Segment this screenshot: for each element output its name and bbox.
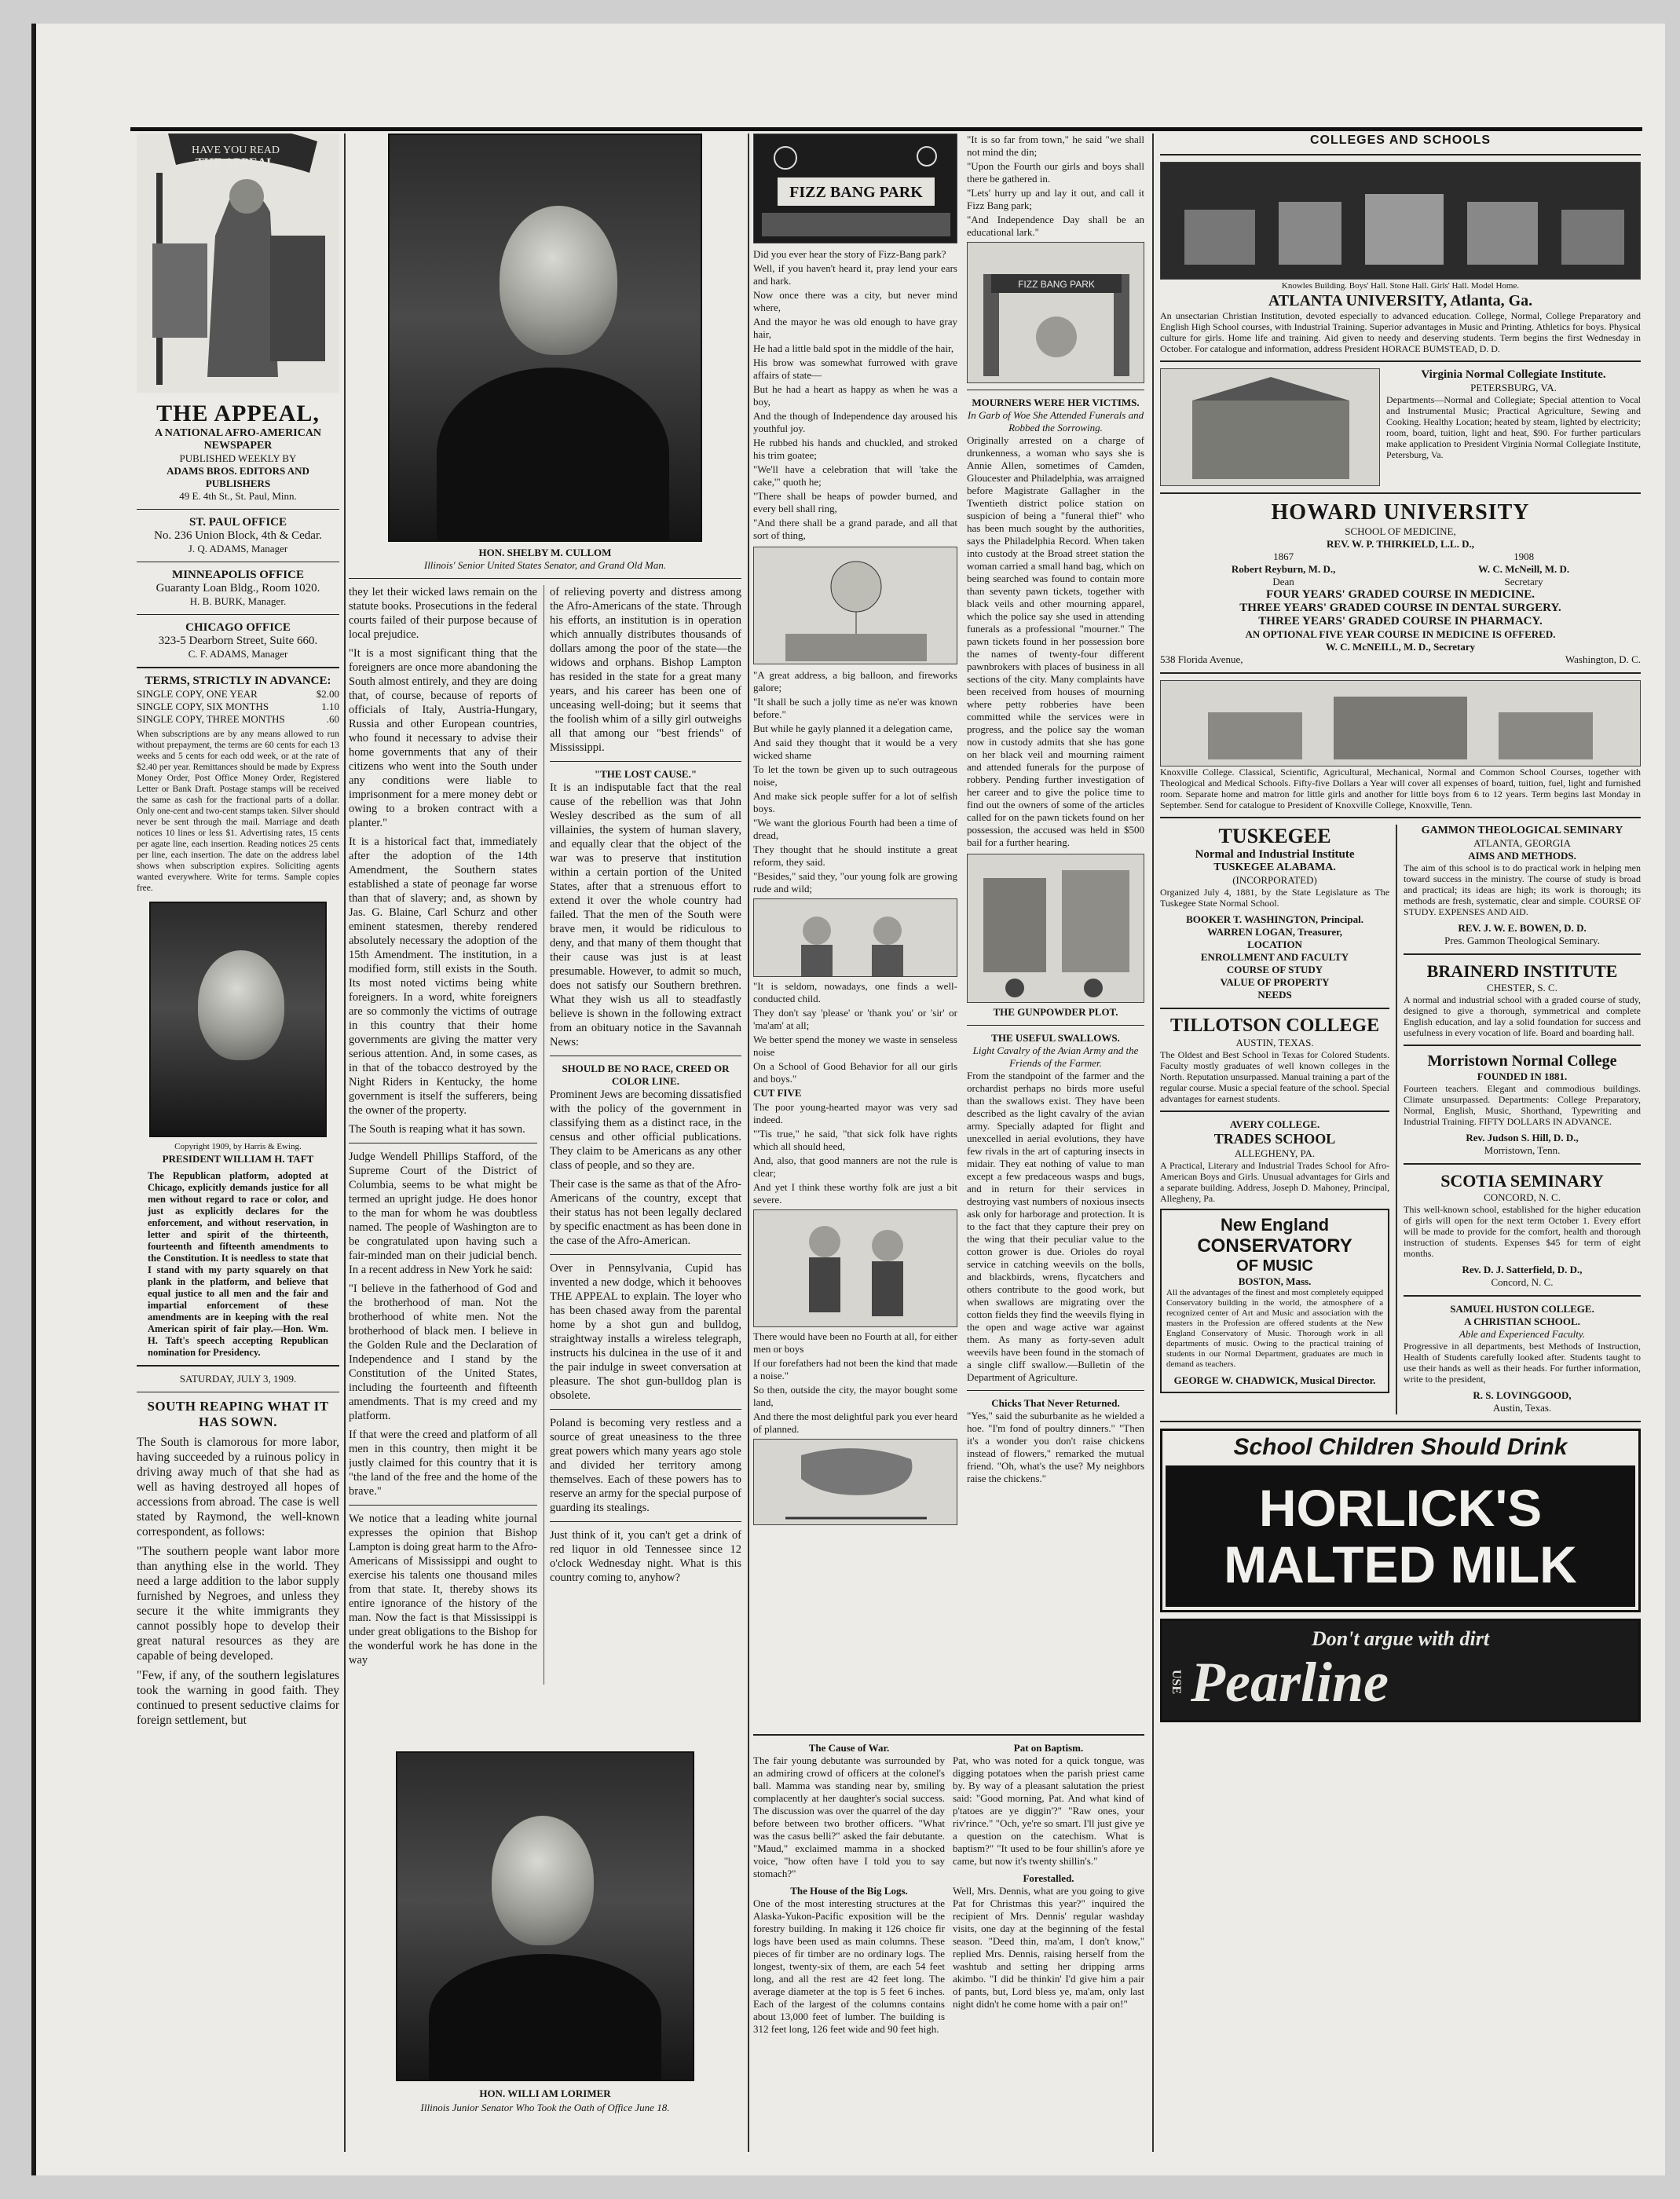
tuskegee-name: TUSKEGEE bbox=[1218, 825, 1331, 847]
poem-line: We better spend the money we waste in senseless noise bbox=[753, 1034, 957, 1058]
editorial-text: of relieving poverty and distress among the Afro-Americans of the state. Through his efforts, an institution is in operation which annually distributes thousands of dollars among the poor of the state—the widows and orphans. Bishop Lampton has resided in the state for a great many years, and his career has been one of unceasing well-doing; but it seems that the foolish whim of a silly girl outweighs all that among our "best friends" of Mississippi. bbox=[550, 586, 741, 754]
cullom-face bbox=[500, 206, 617, 355]
terms-row bbox=[137, 688, 339, 701]
horlicks-name-1: HORLICK'S bbox=[1258, 1479, 1543, 1537]
poem-line: CUT FIVE bbox=[753, 1087, 802, 1099]
no-race-text: Just think of it, you can't get a drink of red liquor in old Tennessee since 12 o'clock Wednesday night. What is this country coming to, anyhow? bbox=[550, 1529, 741, 1584]
howard-officers bbox=[1160, 551, 1641, 588]
schools-two-column bbox=[1160, 825, 1641, 1414]
tuskegee-section: COURSE OF STUDY bbox=[1226, 964, 1323, 975]
st-paul-office-address: No. 236 Union Block, 4th & Cedar. bbox=[154, 529, 322, 542]
terms-row bbox=[137, 713, 339, 726]
editorial-text: "It is a most significant thing that the foreigners are once more abandoning the South almost entirely, and they are doing that, of course, because of reports of officials of Italy, Austria-Hungary, Russia and other European countries, who found it necessary to advise their home governments that any of their citizens who went into the South under any conditions were liable to imprisonment for a mere money debt or owing to a broken contract with a planter." bbox=[349, 647, 537, 829]
terms-label: SINGLE COPY, ONE YEAR bbox=[137, 688, 258, 700]
platform-quote: The Republican platform, adopted at Chicago, explicitly demands justice for all men without regard to race or color, and just as explicitly declares for the enforcement, and without reservation, in letter and spirit of the thirteenth, fourteenth and fifteenth amendments to the Constitution. It is needless to state that I stand with my party squarely on that plank in the platform, and believe that equal justice to all men and the fair and impartial enforcement of these amendments are in keeping with the real American spirit of fair play.—Hon. Wm. H. Taft's speech accepting Republican nomination for Presidency. bbox=[148, 1170, 328, 1358]
editorial-paragraph: The South is clamorous for more labor, having succeeded by a ruinous policy in driving away much of that she had as well as having destroyed all hopes of accessions from abroad. The case is well stated by Raymond, the well-known correspondent, as follows: bbox=[137, 1436, 339, 1539]
nec-ad bbox=[1160, 1209, 1389, 1393]
poem-line: "And Independence Day shall be an educational lark." bbox=[967, 214, 1144, 238]
poem-line: There would have been no Fourth at all, for either men or boys bbox=[753, 1330, 957, 1355]
masthead-column bbox=[137, 134, 339, 2152]
nec-line-1: New England bbox=[1220, 1215, 1330, 1235]
fizz-bang-banner-art bbox=[754, 134, 957, 243]
banner-text-2: THE APPEAL bbox=[196, 156, 275, 170]
terms-row bbox=[137, 701, 339, 713]
editorial-text: they let their wicked laws remain on the statute books. Prosecutions in the federal courts failed of their purpose because of local prejudice. bbox=[349, 586, 537, 641]
column-rule bbox=[344, 134, 346, 2152]
taft-photo-credit: Copyright 1909, by Harris & Ewing. bbox=[174, 1142, 302, 1151]
editorial-left bbox=[349, 585, 537, 1672]
poem-line: If our forefathers had not been the kind that made a noise." bbox=[753, 1357, 957, 1381]
poem-line: "We want the glorious Fourth had been a time of dread, bbox=[753, 817, 957, 841]
poem-line: To let the town be given up to such outrageous noise, bbox=[753, 763, 957, 788]
avery-text: A Practical, Literary and Industrial Trades School for Afro-American Boys and Girls. Unusual advantages for Girls and a separate building. Address, Joseph D. Mahoney, Principal, Allegheny, Pa. bbox=[1160, 1160, 1390, 1204]
poem-line: They don't say 'please' or 'thank you' or 'sir' or 'ma'am' at all; bbox=[753, 1007, 957, 1031]
lorimer-portrait bbox=[396, 1751, 694, 2081]
poem-line: "It is seldom, nowadays, one finds a well-conducted child. bbox=[753, 980, 957, 1004]
editorial-column bbox=[349, 134, 741, 2152]
editorial-text: We notice that a leading white journal expresses the opinion that Bishop Lampton is doing great harm to the Afro-Americans of Mississippi and ought to exercise his talents one thousand miles from that state. It, thereby shows its entire ignorance of the history of the man. Now the fact is that Mississippi is under great obligations to the Bishop for the wonderful work he has done in the way bbox=[349, 1513, 537, 1667]
balloon-illustration bbox=[753, 547, 957, 664]
howard-officer: Robert Reyburn, M. D., bbox=[1231, 563, 1336, 575]
taft-face bbox=[198, 950, 284, 1060]
cullom-coat bbox=[437, 368, 669, 540]
howard-name: HOWARD UNIVERSITY bbox=[1271, 500, 1530, 525]
banner-text-1: HAVE YOU READ bbox=[192, 145, 280, 156]
gammon-city: ATLANTA, GEORGIA bbox=[1473, 837, 1571, 849]
park-sign-text: FIZZ BANG PARK bbox=[1018, 279, 1095, 290]
schools-right bbox=[1404, 825, 1641, 1414]
poem-line: And said they thought that it would be a very wicked shame bbox=[753, 737, 957, 761]
no-race-text: Poland is becoming very restless and a source of great uneasiness to the three great powers which many years ago stole and divided her territory among themselves. Each of these powers has to reserve an army for the special purpose of guarding its stealings. bbox=[550, 1417, 741, 1514]
fizz-bang-banner bbox=[753, 134, 957, 243]
lorimer-face bbox=[492, 1816, 594, 1945]
poem-line: And, also, that good manners are not the rule is clear; bbox=[753, 1154, 957, 1179]
taft-caption: PRESIDENT WILLIAM H. TAFT bbox=[162, 1153, 314, 1165]
taft-portrait bbox=[149, 902, 327, 1137]
howard-city: Washington, D. C. bbox=[1565, 653, 1641, 665]
poem-line: And the mayor he was old enough to have gray hair, bbox=[753, 316, 957, 340]
fizz-bang-banner-text: FIZZ BANG PARK bbox=[789, 184, 923, 201]
schools-left bbox=[1160, 825, 1389, 1414]
knoxville-text: Knoxville College. Classical, Scientific, Agricultural, Mechanical, Normal and Common School Courses, together with Theological and Medical Schools. Fifty-five Dollars a Year will cover all expenses of board, tuition, fuel, light and furnished room. Separate home and matron for little girls and another for little boys from 6 to 12 years. Term begins last Monday in September. Send for catalogue to President of Knoxville College, Knoxville, Tenn. bbox=[1160, 767, 1641, 810]
tuskegee-city: TUSKEGEE ALABAMA. bbox=[1213, 862, 1336, 873]
tuskegee-incorporated: (INCORPORATED) bbox=[1232, 874, 1317, 886]
chicago-office-address: 323-5 Dearborn Street, Suite 660. bbox=[158, 635, 318, 647]
brainerd-text: A normal and industrial school with a graded course of study, designed to give a thorough, symmetrical and complete English education, and lay a solid foundation for success and usefulness in every vocation of life. Board and boarding hall. bbox=[1404, 994, 1641, 1038]
poem-line: And the though of Independence day aroused his youthful joy. bbox=[753, 410, 957, 434]
atlanta-text: An unsectarian Christian Institution, devoted especially to advanced education. College, Normal, College Preparatory and English High School courses, with Industrial Training. Superior advantages in Music and Printing. Athletics for boys. Physical culture for girls. Home life and training. Aid given to needy and deserving students. Term begins the first Wednesday in October. For catalogue and information, address President HORACE BUMSTEAD, D. D. bbox=[1160, 310, 1641, 354]
horlicks-headline: School Children Should Drink bbox=[1233, 1434, 1568, 1460]
big-logs-text: One of the most interesting structures at the Alaska-Yukon-Pacific exposition will be the forestry building. In making it 126 choice fir logs have been used as main columns. These pieces of fir timber are no ordinary logs. The longest, twenty-six of them, are each 54 feet long, and all the rest are 42 feet long. The average diameter at the top is 5 feet 6 inches. Each of the largest of the columns contains about 13,000 feet of lumber. The building is 312 feet long, 126 feet wide and 90 feet high. bbox=[753, 1897, 945, 2035]
poem-line: "A great address, a big balloon, and fireworks galore; bbox=[753, 669, 957, 693]
scotia-city: CONCORD, N. C. bbox=[1484, 1191, 1561, 1203]
poem-line: He rubbed his hands and chuckled, and stroked his trim goatee; bbox=[753, 437, 957, 461]
fireworks-illustration bbox=[753, 1439, 957, 1525]
cullom-caption: HON. SHELBY M. CULLOM bbox=[478, 547, 612, 558]
chicago-office-manager: C. F. ADAMS, Manager bbox=[188, 648, 288, 660]
poem-line: "And there shall be a grand parade, and all that sort of thing, bbox=[753, 517, 957, 541]
tuskegee-section: NEEDS bbox=[1257, 989, 1292, 1001]
poem-line: Now once there was a city, but never mind where, bbox=[753, 289, 957, 313]
brainerd-name: BRAINERD INSTITUTE bbox=[1426, 961, 1618, 981]
poem-line: On a School of Good Behavior for all our girls and boys." bbox=[753, 1060, 957, 1085]
vnc-name: Virginia Normal Collegiate Institute. bbox=[1421, 368, 1606, 381]
howard-school: SCHOOL OF MEDICINE, bbox=[1345, 525, 1456, 537]
cause-war-headline: The Cause of War. bbox=[808, 1742, 890, 1754]
editorial-subcolumns bbox=[349, 585, 741, 1685]
avery-city: ALLEGHENY, PA. bbox=[1234, 1147, 1316, 1159]
minneapolis-office-manager: H. B. BURK, Manager. bbox=[189, 595, 287, 607]
poem-line: "There shall be heaps of powder burned, and every bell shall ring, bbox=[753, 490, 957, 514]
minneapolis-office-head: MINNEAPOLIS OFFICE bbox=[172, 569, 304, 581]
gammon-name: GAMMON THEOLOGICAL SEMINARY bbox=[1421, 825, 1623, 836]
column-rule bbox=[748, 134, 749, 2152]
colleges-and-schools bbox=[1160, 134, 1641, 1729]
editorial-right bbox=[550, 585, 741, 1590]
terms-price: $2.00 bbox=[316, 688, 339, 700]
mourners-headline: MOURNERS WERE HER VICTIMS. bbox=[972, 397, 1140, 408]
atlanta-name: ATLANTA UNIVERSITY, Atlanta, Ga. bbox=[1268, 292, 1533, 309]
terms-label: SINGLE COPY, THREE MONTHS bbox=[137, 713, 285, 725]
mourners-subhead: In Garb of Woe She Attended Funerals and Robbed the Sorrowing. bbox=[967, 409, 1144, 434]
mayor-illustration bbox=[753, 1209, 957, 1327]
cause-war-text: The fair young debutante was surrounded by an admiring crowd of officers at the colonel's ball. Mamma was standing near by, smiling complacently at her daughter's social success. The discussion was over the quarrel of the day before between two brother officers. "What was the casus belli?" asked the fair debutante. "Maud," exclaimed mamma in a shocked voice, "how often have I told you to say stomach?" bbox=[753, 1754, 945, 1879]
terms-price: .60 bbox=[326, 713, 339, 725]
top-rule bbox=[130, 127, 1642, 131]
poem-line: "We'll have a celebration that will 'take the cake,'" quoth he; bbox=[753, 463, 957, 488]
editorial-text: The South is reaping what it has sown. bbox=[349, 1123, 525, 1136]
editorial-paragraph: "The southern people want labor more than anything else in the world. They need a large addition to the labor supply furnished by Negroes, and unless they secure it the white immigrants they cannot possibly hope to develop their great natural resources as they are capable of being developed. bbox=[137, 1545, 339, 1663]
poem-line: And yet I think these worthy folk are just a bit severe. bbox=[753, 1181, 957, 1206]
no-race-text: Over in Pennsylvania, Cupid has invented a new dodge, which it behooves THE APPEAL to explain. The loyer who has been chased away from the parental home by a shot gun and bulldog, straightway installs a wireless telegraph, instructs his dulcinea in the use of it and the pair indulge in sweet conversation at pleasure. The shot gun-bulldog plan is obsolete. bbox=[550, 1262, 741, 1402]
brainerd-city: CHESTER, S. C. bbox=[1487, 982, 1557, 993]
misc-right bbox=[953, 1742, 1144, 2040]
lorimer-coat bbox=[429, 1954, 661, 2080]
poem-line: "Besides," said they, "our young folk are growing rude and wild; bbox=[753, 870, 957, 895]
paper-tagline: A NATIONAL AFRO-AMERICAN NEWSPAPER bbox=[154, 427, 322, 452]
publisher-address: 49 E. 4th St., St. Paul, Minn. bbox=[179, 490, 297, 502]
editorial-text: If that were the creed and platform of all men in this country, then might it be justly claimed for this country that it is "the land of the free and the home of the brave." bbox=[349, 1429, 537, 1498]
poem-line: "It shall be such a jolly time as ne'er was known before." bbox=[753, 696, 957, 720]
scotia-text: This well-known school, established for the higher education of girls will open for the next term October 1. Every effort will be made to provide for the comfort, health and thorough instruction of students. Expenses $45 for term of eight months. bbox=[1404, 1204, 1641, 1259]
misc-strip bbox=[753, 1728, 1144, 2040]
scotia-place: Concord, N. C. bbox=[1491, 1276, 1554, 1288]
howard-year: 1908 bbox=[1513, 551, 1535, 562]
forestalled-text: Well, Mrs. Dennis, what are you going to give Pat for Christmas this year?" inquired the recipient of Mrs. Dennis' regular washday visits, one day at the beginning of the festal season. "Deed thin, ma'am, I don't know," replied Mrs. Dennis, raising herself from the washtub and setting her dripping arms akimbo. "I did be thinkin' I'd give him a pair of pants, but, Lord bless ye, ma'am, only last night didn't he come home with a pair on!" bbox=[953, 1885, 1144, 2010]
misc-left bbox=[753, 1742, 945, 2040]
editorial-headline: SOUTH REAPING WHAT IT HAS SOWN. bbox=[147, 1399, 329, 1429]
avery-name: AVERY COLLEGE. bbox=[1229, 1118, 1320, 1130]
gammon-aims: AIMS AND METHODS. bbox=[1468, 850, 1576, 862]
morristown-signed: Rev. Judson S. Hill, D. D., bbox=[1466, 1132, 1579, 1143]
features-column bbox=[753, 134, 1641, 2152]
nec-city: BOSTON, Mass. bbox=[1238, 1275, 1312, 1287]
morristown-founded: FOUNDED IN 1881. bbox=[1477, 1070, 1568, 1082]
howard-dean-line: REV. W. P. THIRKIELD, L.L. D., bbox=[1327, 538, 1474, 550]
st-paul-office-head: ST. PAUL OFFICE bbox=[188, 516, 287, 529]
huston-name: SAMUEL HUSTON COLLEGE. bbox=[1450, 1303, 1594, 1315]
horlicks-name-2: MALTED MILK bbox=[1224, 1535, 1577, 1593]
howard-course: THREE YEARS' GRADED COURSE IN PHARMACY. bbox=[1258, 615, 1543, 628]
dateline: SATURDAY, JULY 3, 1909. bbox=[179, 1373, 297, 1385]
fizz-poem-stanza bbox=[753, 248, 957, 542]
atlanta-caption: Knowles Building. Boys' Hall. Stone Hall. Girls' Hall. Model Home. bbox=[1281, 281, 1520, 291]
tillotson-name: TILLOTSON COLLEGE bbox=[1169, 1015, 1380, 1036]
tuskegee-principal: BOOKER T. WASHINGTON, Principal. bbox=[1186, 913, 1363, 925]
minneapolis-office-address: Guaranty Loan Bldg., Room 1020. bbox=[156, 582, 320, 595]
tillotson-text: The Oldest and Best School in Texas for Colored Students. Faculty mostly graduates of well known colleges in the North. Reputation unsurpassed. Manual training a part of the regular course. Music a special feature of the school. Special advantages for earnest students. bbox=[1160, 1049, 1390, 1104]
nec-line-2: CONSERVATORY bbox=[1197, 1235, 1352, 1257]
howard-officer: W. C. McNeill, M. D. bbox=[1478, 563, 1570, 575]
howard-year: 1867 bbox=[1273, 551, 1294, 562]
howard-address-row bbox=[1160, 653, 1641, 666]
no-race-text: Their case is the same as that of the Afro-Americans of the country, except that their status has not been legally declared by specific enactment as has been done in the case of the Afro-American. bbox=[550, 1178, 741, 1247]
lorimer-caption: HON. WILLI AM LORIMER bbox=[479, 2087, 611, 2099]
tuskegee-text: Organized July 4, 1881, by the State Legislature as The Tuskegee State Normal School. bbox=[1160, 887, 1390, 909]
gunpowder-caption: THE GUNPOWDER PLOT. bbox=[993, 1006, 1118, 1018]
horlicks-panel bbox=[1166, 1465, 1635, 1607]
poem-line: They thought that he should institute a great reform, they said. bbox=[753, 843, 957, 868]
terms-body: When subscriptions are by any means allowed to run without prepayment, the terms are 60 cents for each 13 weeks and 5 cents for each odd week, or at the rate of $2.40 per year. Remittances should be made by Express Money Order, Post Office Money Order, Registered Letter or Bank Draft. Postage stamps will be received the same as cash for the fractional parts of a dollar. Only one-cent and two-cent stamps taken. Silver should never be sent through the mail. Marriage and death notices 10 lines or less $1. Advertising rates, 15 cents per agate line, each insertion. Reading notices 25 cents per line, each insertion. The date on the address label shows when subscription expires. Soliciting agents wanted everywhere. Write for terms. Sample copies free. bbox=[137, 730, 339, 893]
howard-address: 538 Florida Avenue, bbox=[1160, 653, 1243, 665]
howard-secretary: W. C. McNEILL, M. D., Secretary bbox=[1325, 641, 1476, 653]
gammon-pres: Pres. Gammon Theological Seminary. bbox=[1444, 935, 1600, 946]
terms-head: TERMS, STRICTLY IN ADVANCE: bbox=[145, 675, 331, 687]
terms-label: SINGLE COPY, SIX MONTHS bbox=[137, 701, 269, 712]
howard-course: FOUR YEARS' GRADED COURSE IN MEDICINE. bbox=[1266, 588, 1535, 601]
misc-strip-columns bbox=[753, 1742, 1144, 2040]
pearline-ad bbox=[1160, 1619, 1641, 1722]
tuskegee-subtitle: Normal and Industrial Institute bbox=[1195, 848, 1355, 861]
park-gate-illustration bbox=[967, 242, 1144, 383]
poem-line: But he had a heart as happy as when he was a boy, bbox=[753, 383, 957, 408]
huston-subtitle: A CHRISTIAN SCHOOL. bbox=[1464, 1315, 1580, 1327]
published-by: PUBLISHED WEEKLY BY bbox=[179, 452, 297, 464]
poem-line: And there the most delightful park you ever heard of planned. bbox=[753, 1411, 957, 1435]
vnc-building bbox=[1160, 368, 1380, 486]
no-race-headline: SHOULD BE NO RACE, CREED OR COLOR LINE. bbox=[562, 1063, 730, 1087]
lorimer-subcaption: Illinois Junior Senator Who Took the Oath of Office June 18. bbox=[420, 2102, 670, 2113]
howard-officer-title: Secretary bbox=[1504, 576, 1543, 587]
terms-list bbox=[137, 688, 339, 726]
editorial-paragraph: "Few, if any, of the southern legislatures took the warning in good faith. They continued to present seductive claims for foreign settlement, but bbox=[137, 1669, 339, 1727]
huston-place: Austin, Texas. bbox=[1492, 1402, 1552, 1414]
swallows-headline: THE USEFUL SWALLOWS. bbox=[991, 1032, 1120, 1044]
poem-line: "It is so far from town," he said "we shall not mind the din; bbox=[967, 134, 1144, 158]
chicks-text: "Yes," said the suburbanite as he wielded a hoe. "I'm fond of poultry dinners." "Then it's a wonder you don't raise chickens instead of flowers," remarked the mutual friend. "Oh, what's the use? My neighbors raise the chickens." bbox=[967, 1410, 1144, 1484]
chicks-headline: Chicks That Never Returned. bbox=[991, 1397, 1120, 1409]
poem-line: "Upon the Fourth our girls and boys shall there be gathered in. bbox=[967, 160, 1144, 185]
appeal-logo-drawing bbox=[137, 134, 339, 393]
baptism-headline: Pat on Baptism. bbox=[1013, 1742, 1084, 1754]
swallows-text: From the standpoint of the farmer and the orchardist perhaps no birds more useful than the swallows exist. They have been described as the light cavalry of the avian army. Specially adapted for flight and unexcelled in aerial evolutions, they have few rivals in the art of capturing insects in midair. They eat nothing of value to man except a few predaceous wasps and bugs, and in return for their services in destroying vast numbers of noxious insects ask only for harborage and protection. It is to the fact that they capture their prey on the wing that their peculiar value to the cotton grower is due. Orioles do royal service in catching weevils on the bolls, and blackbirds, wrens, flycatchers and others contribute to the good work, but when swallows are migrating over the cotton fields they find the weevils flying in the open and wage active war against them. As many as forty-seven adult weevils have been found in the stomach of a single cliff swallow.—Bulletin of the Department of Agriculture. bbox=[967, 1070, 1144, 1383]
editorial-text: It is a historical fact that, immediately after the adoption of the 14th Amendment, the Southern states established a state of peonage far worse than that of slavery; and, as shown by Jas. G. Blaine, Carl Schurz and other eminent statesmen, thereby rendered absolutely necessary the adoption of the 15th Amendment. The institution, in a modified form, still exists in the South. Its most noted victims being white foreigners. In a word, white foreigners are so commonly the victims of outrage in this country that their home governments are giving the matter very serious attention. And, in some cases, as in that of the tobacco destroyed by the Night Riders in Kentucky, the home government is itself the sufferers, being the owner of the property. bbox=[349, 836, 537, 1117]
cullom-portrait bbox=[388, 134, 702, 542]
scotia-signed: Rev. D. J. Satterfield, D. D., bbox=[1462, 1264, 1583, 1275]
publishers: ADAMS BROS. EDITORS AND PUBLISHERS bbox=[167, 465, 309, 489]
poem-line: And make sick people suffer for a lot of selfish boys. bbox=[753, 790, 957, 814]
poem-line: Well, if you haven't heard it, pray lend your ears and hark. bbox=[753, 262, 957, 287]
terms-price: 1.10 bbox=[321, 701, 339, 712]
howard-officer-title: Dean bbox=[1272, 576, 1294, 587]
pearline-headline: Don't argue with dirt bbox=[1311, 1627, 1490, 1650]
tuskegee-section: VALUE OF PROPERTY bbox=[1220, 976, 1330, 988]
appeal-logo bbox=[137, 134, 339, 393]
pearline-use: USE bbox=[1169, 1670, 1183, 1695]
avery-subtitle: TRADES SCHOOL bbox=[1213, 1131, 1336, 1147]
mourners-column bbox=[967, 134, 1144, 1490]
tuskegee-section: ENROLLMENT AND FACULTY bbox=[1200, 951, 1349, 963]
schools-header: COLLEGES AND SCHOOLS bbox=[1309, 134, 1492, 147]
no-race-text: Prominent Jews are becoming dissatisfied with the policy of the government in classifying them as a distinct race, in the census and other official publications. They claim to be Americans as any other class of people, and so they are. bbox=[550, 1089, 741, 1172]
howard-course: AN OPTIONAL FIVE YEAR COURSE IN MEDICINE IS OFFERED. bbox=[1245, 628, 1556, 640]
poem-line: "Lets' hurry up and lay it out, and call it Fizz Bang park; bbox=[967, 187, 1144, 211]
morristown-name: Morristown Normal College bbox=[1427, 1052, 1617, 1070]
tuskegee-section: LOCATION bbox=[1247, 939, 1302, 950]
swallows-subhead: Light Cavalry of the Avian Army and the Friends of the Farmer. bbox=[972, 1045, 1139, 1069]
huston-signed: R. S. LOVINGGOOD, bbox=[1473, 1389, 1572, 1401]
fizz-bang-poem bbox=[753, 134, 957, 1528]
poem-line: The poor young-hearted mayor was very sad indeed. bbox=[753, 1101, 957, 1125]
baptism-text: Pat, who was noted for a quick tongue, was digging potatoes when the parish priest came by. By way of a pleasant salutation the priest said: "Good morning, Pat. And what kind of p'tatoes are ye diggin'?" "Raw ones, your riv'rince." "Och, ye're so smart. I'll just give ye a question on the catechism. What is baptism?" "It used to be four shillin's afore ye came, but now it's twenty shillin's." bbox=[953, 1754, 1144, 1867]
lost-cause-text: It is an indisputable fact that the real cause of the rebellion was that John Wesley described as the sum of all villainies, the system of human slavery, and equally clear that the object of the war was to preserve that institution within a certain portion of the United States, after that a strenuous effort to extend it over the whole country had failed. That the men of the South were brave men, it would be ridiculous to deny, and that many of them thought that their cause was just is at least presumable. However, to admit so much, does not satisfy our Southern brethren. What they wish us all to steadfastly believe is shown in the following extract from an obituary notice in the Savannah News: bbox=[550, 781, 741, 1048]
editorial-text: Judge Wendell Phillips Stafford, of the Supreme Court of the District of Columbia, seems to be what might be termed an upright judge. He does honor to the man for whom he was doubtless named. The people of Washington are to be congratulated upon having such a fair-minded man on their judicial bench. In a recent address in New York he said: bbox=[349, 1151, 537, 1276]
morristown-city: Morristown, Tenn. bbox=[1484, 1144, 1561, 1156]
tuskegee-treasurer: WARREN LOGAN, Treasurer, bbox=[1207, 926, 1342, 938]
horlicks-ad bbox=[1160, 1429, 1641, 1612]
poem-line: So then, outside the city, the mayor bought some land, bbox=[753, 1384, 957, 1408]
poem-line: His brow was somewhat furrowed with grave affairs of state— bbox=[753, 357, 957, 381]
nec-director: GEORGE W. CHADWICK, Musical Director. bbox=[1173, 1374, 1376, 1386]
vnc-city: PETERSBURG, VA. bbox=[1470, 382, 1557, 393]
nec-line-3: OF MUSIC bbox=[1236, 1257, 1313, 1275]
poem-line: Did you ever hear the story of Fizz-Bang park? bbox=[753, 248, 946, 260]
poem-line: He had a little bald spot in the middle of the hair, bbox=[753, 342, 954, 354]
st-paul-office-manager: J. Q. ADAMS, Manager bbox=[188, 543, 288, 554]
huston-text: Progressive in all departments, best Methods of Instruction, Health of Students carefully looked after. Students taught to use their hands as well as their heads. For further information, write to the president, bbox=[1404, 1341, 1641, 1385]
huston-subtitle-2: Able and Experienced Faculty. bbox=[1459, 1328, 1586, 1340]
chicago-office-head: CHICAGO OFFICE bbox=[185, 621, 291, 634]
poem-line: But while he gayly planned it a delegation came, bbox=[753, 723, 953, 734]
howard-course: THREE YEARS' GRADED COURSE IN DENTAL SURGERY. bbox=[1239, 602, 1561, 614]
children-illustration bbox=[753, 898, 957, 977]
vnc-text: Departments—Normal and Collegiate; Special attention to Vocal and Instrumental Music; Practical Agriculture, Sewing and Cooking. Healthy Location; heated by steam, lighted by electricity; room, board, tuition, light and heat, $90. For further particulars make application to President Virginia Normal Collegiate Institute, Petersburg, Va. bbox=[1386, 394, 1641, 460]
nec-text: All the advantages of the finest and most completely equipped Conservatory building in the world, the atmosphere of a recognized center of Art and Music and association with the masters in the Profession are offered students at the New England Conservatory of Music. Thorough work in all departments of music. Owing to the practical training of students in our Normal Department, graduates are much in demand as teachers. bbox=[1166, 1288, 1384, 1369]
gammon-signed: REV. J. W. E. BOWEN, D. D. bbox=[1458, 922, 1587, 934]
lost-cause-headline: "THE LOST CAUSE." bbox=[594, 768, 697, 780]
pearline-name: Pearline bbox=[1191, 1651, 1389, 1714]
poem-line: "'Tis true," he said, "that sick folk have rights which all should heed, bbox=[753, 1128, 957, 1152]
gunpowder-illustration bbox=[967, 854, 1144, 1003]
mourners-text: Originally arrested on a charge of drunkenness, a woman who says she is Annie Allen, sometimes of Camden, Gloucester and Philadelphia, was arraigned before Magistrate Gallagher in the Twentieth district police station on suspicion of being a "funeral thief" who has been much sought by the authorities, says the Philadelphia Record. When taken into custody at the Broad street station the woman carried a small hand bag, which on being searched was found to contain more than seventy pawn tickets, together with black veils and other mourning apparel, which the police say she used in attending funerals as a professional "mourner." The pawn tickets found in her possession bore the names of twenty-four different pawnbrokers with places of business in all sections of the city. Many complaints have been received from houses of mourning where petty robberies have been committed while the services were in progress, and the police say the woman now in custody admits that she has gone on her black veil and mourning raiment and attended funerals for the purpose of robbery. Pending further investigation of her career and to give the police time to find out the owners of some of the articles called for on the pawn tickets found on her possession, the accused was held in $500 bail for a further hearing. bbox=[967, 434, 1144, 848]
cullom-subcaption: Illinois' Senior United States Senator, and Grand Old Man. bbox=[423, 559, 667, 571]
atlanta-university-illustration bbox=[1160, 162, 1641, 280]
tillotson-city: AUSTIN, TEXAS. bbox=[1235, 1037, 1314, 1048]
vnc-ad bbox=[1160, 368, 1641, 486]
big-logs-headline: The House of the Big Logs. bbox=[790, 1885, 908, 1897]
scotia-name: SCOTIA SEMINARY bbox=[1440, 1171, 1604, 1191]
knoxville-illustration bbox=[1160, 680, 1641, 767]
editorial-text: "I believe in the fatherhood of God and the brotherhood of man. Not the brotherhood of white men. Not the brotherhood of black men. I believe in the Golden Rule and the Declaration of Independence and I stand by the Constitution of the United States, including the fourteenth and fifteenth amendments. That is my creed and my platform. bbox=[349, 1282, 537, 1422]
paper-name: THE APPEAL, bbox=[156, 401, 320, 426]
morristown-text: Fourteen teachers. Elegant and commodious buildings. Climate unsurpassed. Departments: College Preparatory, Normal, English, Music, Shorthand, Typewriting and Industrial Training. FIFTY DOLLARS IN ADVANCE. bbox=[1404, 1083, 1641, 1127]
gammon-text: The aim of this school is to do practical work in helping men toward success in the ministry. The course of study is broad and practical; its ideas are high; its work is thorough; its methods are fresh, systematic, clear and simple. COURSE OF STUDY. EXPENSES AND AID. bbox=[1404, 862, 1641, 917]
forestalled-headline: Forestalled. bbox=[1023, 1872, 1074, 1884]
newspaper-page bbox=[31, 24, 1665, 2175]
